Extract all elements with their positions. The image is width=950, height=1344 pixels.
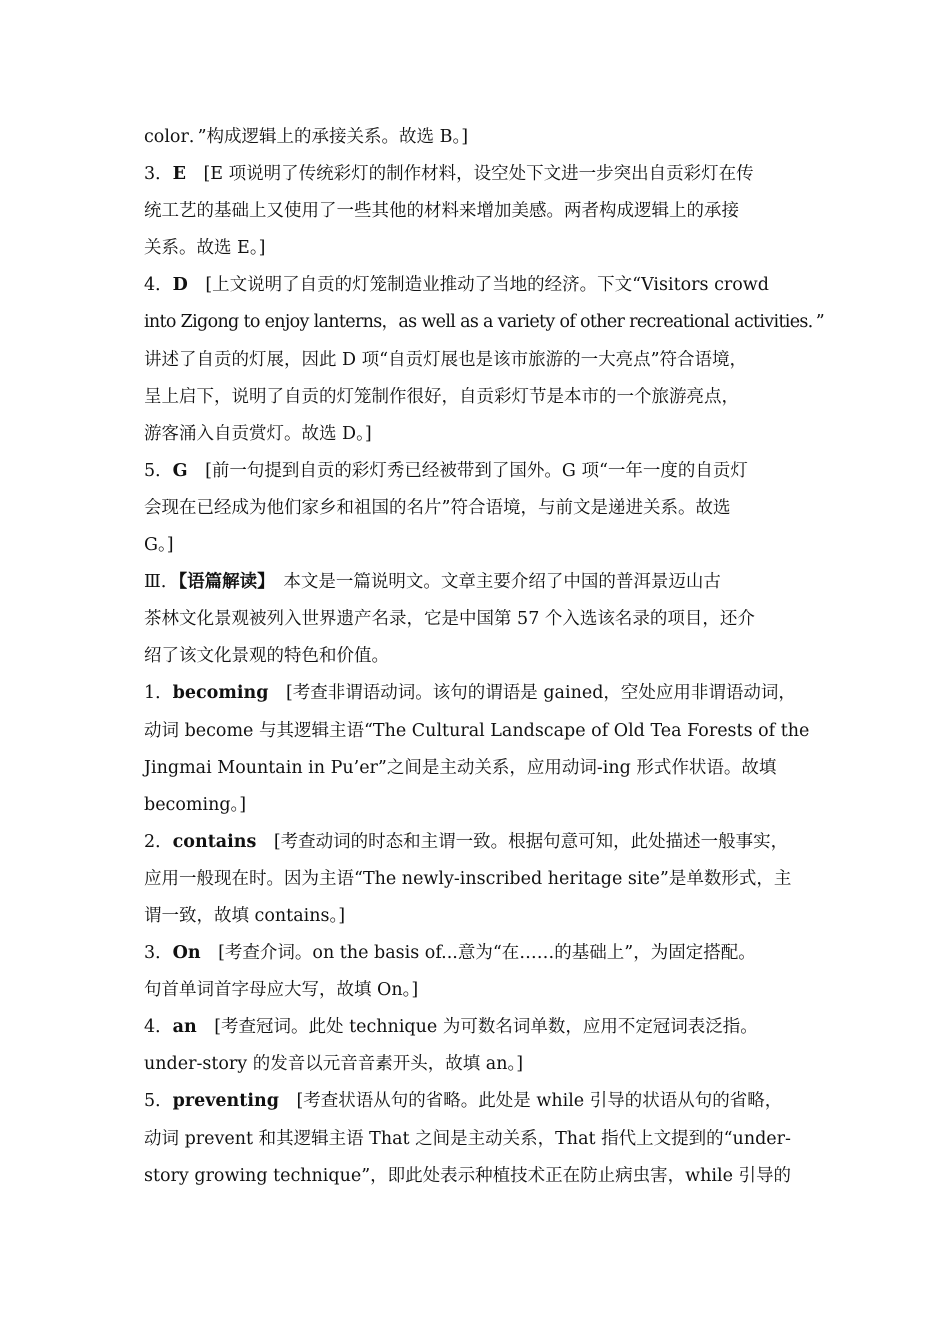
text-line <box>144 453 824 490</box>
text-segment: [前一句提到自贡的彩灯秀已经被带到了国外。G 项“一年一度的自贡灯 <box>187 460 748 481</box>
text-segment: under-story 的发音以元音音素开头，故填 an。] <box>144 1054 524 1075</box>
text-segment: 游客涌入自贡赏灯。故选 D。] <box>144 423 372 444</box>
text-segment: 1． <box>144 683 173 704</box>
text-segment: 2． <box>144 831 173 852</box>
text-segment: 句首单词首字母应大写，故填 On。] <box>144 980 419 1001</box>
bold-answer: 【语篇解读】 <box>178 572 266 593</box>
text-segment: [E 项说明了传统彩灯的制作材料，设空处下文进一步突出自贡彩灯在传 <box>185 164 754 185</box>
text-segment: 呈上启下，说明了自贡的灯笼制作很好，自贡彩灯节是本市的一个旅游亮点， <box>144 386 739 407</box>
text-segment: [考查状语从句的省略。此处是 while 引导的状语从句的省略， <box>278 1091 783 1112</box>
text-segment: 关系。故选 E。] <box>144 238 266 259</box>
text-line <box>144 601 824 638</box>
text-segment: 会现在已经成为他们家乡和祖国的名片”符合语境，与前文是递进关系。故选 <box>144 497 731 518</box>
text-line <box>144 675 824 712</box>
bold-answer: becoming <box>172 683 269 704</box>
text-segment: 4． <box>144 1017 173 1038</box>
bold-answer: G <box>172 460 188 481</box>
text-line <box>144 861 824 898</box>
text-segment: [考查动词的时态和主谓一致。根据句意可知，此处描述一般事实， <box>256 831 789 852</box>
text-segment: 统工艺的基础上又使用了一些其他的材料来增加美感。两者构成逻辑上的承接 <box>144 201 739 222</box>
text-line <box>144 490 824 527</box>
text-segment: 3． <box>144 164 173 185</box>
text-segment: 5． <box>144 460 173 481</box>
text-line <box>144 1083 824 1120</box>
text-line <box>144 564 824 601</box>
bold-answer: D <box>172 275 188 296</box>
text-line <box>144 527 824 564</box>
text-segment: 4． <box>144 275 173 296</box>
text-segment: 讲述了自贡的灯展，因此 D 项“自贡灯展也是该市旅游的一大亮点”符合语境， <box>144 349 748 370</box>
text-segment: [考查介词。on the basis of...意为“在……的基础上”，为固定搭配。 <box>200 943 756 964</box>
text-segment: Jingmai Mountain in Pu’er”之间是主动关系，应用动词-ing 形式作状语。故填 <box>144 757 777 778</box>
text-line <box>144 1158 824 1195</box>
text-segment: 本文是一篇说明文。文章主要介绍了中国的普洱景迈山古 <box>265 572 721 593</box>
text-line <box>144 1121 824 1158</box>
text-line <box>144 898 824 935</box>
text-segment: becoming。] <box>144 794 247 815</box>
text-segment: 应用一般现在时。因为主语“The newly-inscribed heritage site”是单数形式，主 <box>144 868 792 889</box>
text-segment: into Zigong to enjoy lanterns，as well as a variety of other recreational activities．” <box>144 312 825 333</box>
text-line <box>144 379 824 416</box>
text-segment: 动词 become 与其逻辑主语“The Cultural Landscape of Old Tea Forests of the <box>144 720 810 741</box>
text-line <box>144 787 824 824</box>
text-segment: 5． <box>144 1091 173 1112</box>
text-line <box>144 230 824 267</box>
text-line <box>144 156 824 193</box>
text-segment: 谓一致，故填 contains。] <box>144 905 346 926</box>
text-segment: story growing technique”，即此处表示种植技术正在防止病虫害，while 引导的 <box>144 1165 792 1186</box>
text-line <box>144 416 824 453</box>
bold-answer: an <box>172 1017 197 1038</box>
text-line <box>144 638 824 675</box>
text-segment: Ⅲ． <box>144 572 179 593</box>
bold-answer: E <box>172 164 186 185</box>
text-line <box>144 1009 824 1046</box>
text-segment: [上文说明了自贡的灯笼制造业推动了当地的经济。下文“Visitors crowd <box>187 275 769 296</box>
text-line <box>144 1046 824 1083</box>
text-segment: [考查冠词。此处 technique 为可数名词单数，应用不定冠词表泛指。 <box>196 1017 758 1038</box>
text-segment: [考查非谓语动词。该句的谓语是 gained，空处应用非谓语动词， <box>268 683 796 704</box>
bold-answer: contains <box>172 831 257 852</box>
text-line <box>144 713 824 750</box>
text-segment: 茶林文化景观被列入世界遗产名录，它是中国第 57 个入选该名录的项目，还介 <box>144 609 755 630</box>
text-line <box>144 304 824 341</box>
text-segment: 3． <box>144 943 173 964</box>
answer-explanation-text <box>144 119 824 1195</box>
text-segment: 绍了该文化景观的特色和价值。 <box>144 646 389 667</box>
text-line <box>144 972 824 1009</box>
text-line <box>144 193 824 230</box>
text-line <box>144 824 824 861</box>
text-segment: G。] <box>144 535 174 556</box>
text-segment: color．”构成逻辑上的承接关系。故选 B。] <box>144 127 469 147</box>
text-line <box>144 119 824 156</box>
bold-answer: On <box>172 943 201 964</box>
text-line <box>144 267 824 304</box>
bold-answer: preventing <box>172 1091 279 1112</box>
text-line <box>144 935 824 972</box>
text-line <box>144 750 824 787</box>
text-segment: 动词 prevent 和其逻辑主语 That 之间是主动关系，That 指代上文提到的“under- <box>144 1128 791 1149</box>
text-line <box>144 342 824 379</box>
